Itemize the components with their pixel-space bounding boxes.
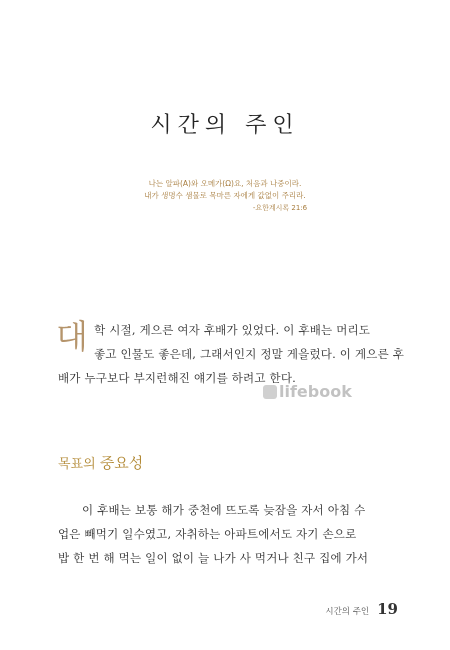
epigraph-line: 나는 알파(Α)와 오메가(Ω)요, 처음과 나중이라. bbox=[148, 179, 302, 188]
epigraph bbox=[0, 178, 450, 214]
epigraph-line: 내가 생명수 샘물로 목마른 자에게 값없이 주리라. bbox=[144, 191, 306, 200]
section-heading bbox=[58, 452, 143, 473]
body-line: 배가 누구보다 부지런해진 얘기를 하려고 한다. bbox=[58, 371, 297, 385]
body-line: 밥 한 번 해 먹는 일이 없이 늘 나가 사 먹거나 친구 집에 가서 bbox=[58, 551, 369, 565]
body-line: 이 후배는 보통 해가 중천에 뜨도록 늦잠을 자서 아침 수 bbox=[82, 503, 366, 517]
page-number: 19 bbox=[377, 600, 398, 618]
body-paragraph bbox=[58, 498, 403, 570]
intro-paragraph bbox=[58, 318, 403, 390]
section-heading-prefix: 목표의 bbox=[58, 457, 100, 472]
watermark bbox=[263, 382, 352, 401]
drop-cap: 대 bbox=[56, 317, 89, 356]
body-line: 업은 빼먹기 일수였고, 자취하는 아파트에서도 자기 손으로 bbox=[58, 527, 357, 541]
chapter-title: 시간의 주인 bbox=[150, 113, 300, 138]
running-title: 시간의 주인 bbox=[325, 607, 370, 617]
body-line: 학 시절, 게으른 여자 후배가 있었다. 이 후배는 머리도 bbox=[94, 323, 371, 337]
epigraph-source: -요한계시록 21:6 bbox=[252, 204, 308, 212]
page-footer bbox=[325, 600, 398, 618]
section-heading-emphasis: 중요성 bbox=[99, 454, 144, 472]
body-line: 좋고 인물도 좋은데, 그래서인지 정말 게을렀다. 이 게으른 후 bbox=[94, 347, 405, 361]
lifebook-logo-icon bbox=[263, 385, 277, 399]
watermark-text: lifebook bbox=[279, 382, 352, 401]
